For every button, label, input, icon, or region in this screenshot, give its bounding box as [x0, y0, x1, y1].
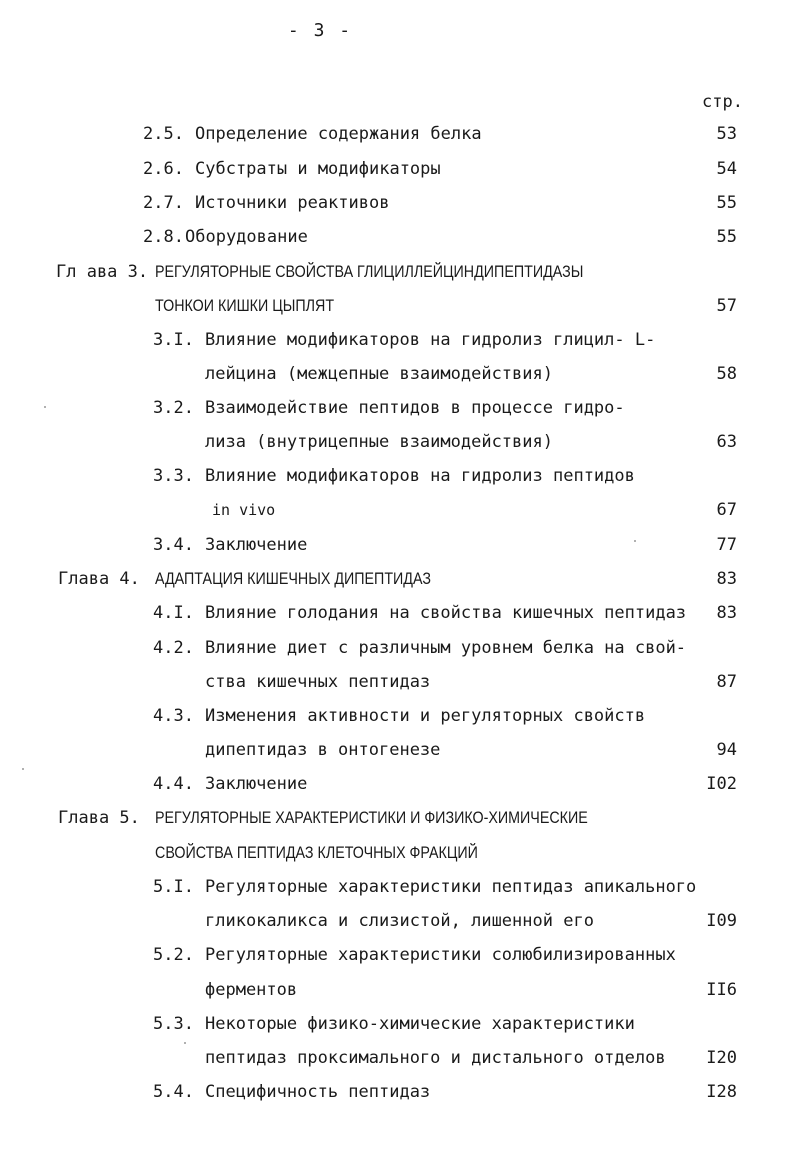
toc-entry-page: 77 — [716, 535, 737, 555]
toc-entry-page: 53 — [716, 124, 737, 144]
toc-entry — [0, 394, 795, 422]
toc-chapter — [0, 804, 795, 832]
toc-chapter-number: Гл ава 3. — [56, 262, 149, 282]
toc-entry-title: Специфичность пептидаз — [205, 1082, 431, 1102]
toc-entry-page: 55 — [716, 227, 737, 247]
toc-entry-title: Регуляторные характеристики пептидаз апикального — [205, 877, 697, 897]
page-column-header: стр. — [702, 92, 743, 112]
toc-entry — [0, 189, 795, 217]
toc-chapter-continued — [0, 839, 795, 867]
toc-entry-title: Субстраты и модификаторы — [195, 159, 441, 179]
toc-entry-page: 83 — [716, 569, 737, 589]
toc-entry-title: лейцина (межцепные взаимодействия) — [205, 364, 553, 384]
toc-entry-page: I20 — [706, 1048, 737, 1068]
toc-entry-continued — [0, 976, 795, 1004]
toc-entry-number: 2.5. — [143, 124, 184, 144]
toc-chapter-continued — [0, 292, 795, 320]
scan-speck — [22, 768, 24, 770]
page-number: - 3 - — [287, 20, 353, 41]
toc-chapter-number: Глава 5. — [58, 808, 140, 828]
toc-entry-title: Оборудование — [185, 227, 308, 247]
toc-entry-number: 5.I. — [153, 877, 194, 897]
toc-entry-title: Влияние модификаторов на гидролиз пептидов — [205, 466, 635, 486]
toc-entry-title: Влияние модификаторов на гидролиз глицил- L- — [205, 330, 656, 350]
toc-entry-number: 5.2. — [153, 945, 194, 965]
toc-entry — [0, 120, 795, 148]
toc-entry-number: 5.3. — [153, 1014, 194, 1034]
toc-entry-page: 67 — [716, 500, 737, 520]
toc-entry-title: Влияние диет с различным уровнем белка на свой- — [205, 638, 687, 658]
toc-entry-page: 57 — [716, 296, 737, 316]
toc-entry-title: Изменения активности и регуляторных свойств — [205, 706, 646, 726]
toc-entry-number: 3.I. — [153, 330, 194, 350]
toc-entry-continued — [0, 736, 795, 764]
toc-entry — [0, 223, 795, 251]
toc-entry-number: 5.4. — [153, 1082, 194, 1102]
toc-entry-number: 2.8. — [143, 227, 184, 247]
toc-entry-continued — [0, 907, 795, 935]
toc-entry — [0, 941, 795, 969]
toc-entry-title: in vivo — [212, 501, 276, 519]
toc-entry-title: Регуляторные характеристики солюбилизированных — [205, 945, 676, 965]
scan-speck — [634, 540, 636, 542]
toc-chapter-title: ТОНКОИ КИШКИ ЦЫПЛЯТ — [155, 296, 335, 315]
toc-entry — [0, 634, 795, 662]
toc-chapter-title: РЕГУЛЯТОРНЫЕ СВОЙСТВА ГЛИЦИЛЛЕЙЦИНДИПЕПТИДАЗЫ — [155, 262, 584, 281]
toc-entry-page: 87 — [716, 672, 737, 692]
toc-entry-number: 4.3. — [153, 706, 194, 726]
toc-entry-continued — [0, 496, 795, 524]
toc-entry — [0, 702, 795, 730]
toc-entry-continued — [0, 1044, 795, 1072]
toc-entry-title: дипептидаз в онтогенезе — [205, 740, 441, 760]
toc-entry — [0, 326, 795, 354]
toc-chapter-title: СВОЙСТВА ПЕПТИДАЗ КЛЕТОЧНЫХ ФРАКЦИЙ — [155, 843, 478, 862]
toc-entry-title: лиза (внутрицепные взаимодействия) — [205, 432, 553, 452]
toc-entry-title: Определение содержания белка — [195, 124, 482, 144]
toc-entry-number: 4.I. — [153, 603, 194, 623]
toc-entry — [0, 770, 795, 798]
toc-chapter — [0, 258, 795, 286]
toc-entry — [0, 155, 795, 183]
toc-entry-page: 58 — [716, 364, 737, 384]
toc-entry-title: Заключение — [205, 774, 308, 794]
toc-entry-page: 55 — [716, 193, 737, 213]
toc-entry-page: I02 — [706, 774, 737, 794]
toc-entry-title: Заключение — [205, 535, 308, 555]
toc-entry-number: 4.4. — [153, 774, 194, 794]
toc-entry — [0, 462, 795, 490]
toc-entry-page: 63 — [716, 432, 737, 452]
toc-entry — [0, 873, 795, 901]
toc-entry-title: Влияние голодания на свойства кишечных пептидаз — [205, 603, 687, 623]
toc-entry-number: 4.2. — [153, 638, 194, 658]
toc-entry-title: Источники реактивов — [195, 193, 390, 213]
toc-entry-page: II6 — [706, 980, 737, 1000]
toc-entry-page: I09 — [706, 911, 737, 931]
toc-entry-continued — [0, 428, 795, 456]
toc-entry-title: Некоторые физико-химические характеристики — [205, 1014, 635, 1034]
toc-entry-title: гликокаликса и слизистой, лишенной его — [205, 911, 594, 931]
toc-entry-title: ферментов — [205, 980, 298, 1000]
toc-entry-continued — [0, 360, 795, 388]
toc-chapter-title: РЕГУЛЯТОРНЫЕ ХАРАКТЕРИСТИКИ И ФИЗИКО-ХИМИЧЕСКИЕ — [155, 808, 588, 827]
toc-entry — [0, 1010, 795, 1038]
toc-chapter-title: АДАПТАЦИЯ КИШЕЧНЫХ ДИПЕПТИДАЗ — [155, 569, 431, 588]
toc-entry-number: 2.7. — [143, 193, 184, 213]
toc-entry-page: 94 — [716, 740, 737, 760]
toc-entry-number: 3.3. — [153, 466, 194, 486]
toc-entry — [0, 531, 795, 559]
scan-speck — [184, 1042, 186, 1044]
toc-entry-continued — [0, 668, 795, 696]
toc-chapter-number: Глава 4. — [58, 569, 140, 589]
toc-entry-number: 3.4. — [153, 535, 194, 555]
toc-entry-page: 54 — [716, 159, 737, 179]
toc-entry-page: I28 — [706, 1082, 737, 1102]
toc-entry-title: ства кишечных пептидаз — [205, 672, 431, 692]
toc-entry — [0, 1078, 795, 1106]
scan-speck — [44, 406, 46, 408]
toc-entry — [0, 599, 795, 627]
toc-entry-page: 83 — [716, 603, 737, 623]
toc-entry-number: 3.2. — [153, 398, 194, 418]
toc-entry-number: 2.6. — [143, 159, 184, 179]
toc-entry-title: Взаимодействие пептидов в процессе гидро- — [205, 398, 625, 418]
toc-entry-title: пептидаз проксимального и дистального отделов — [205, 1048, 666, 1068]
toc-chapter — [0, 565, 795, 593]
